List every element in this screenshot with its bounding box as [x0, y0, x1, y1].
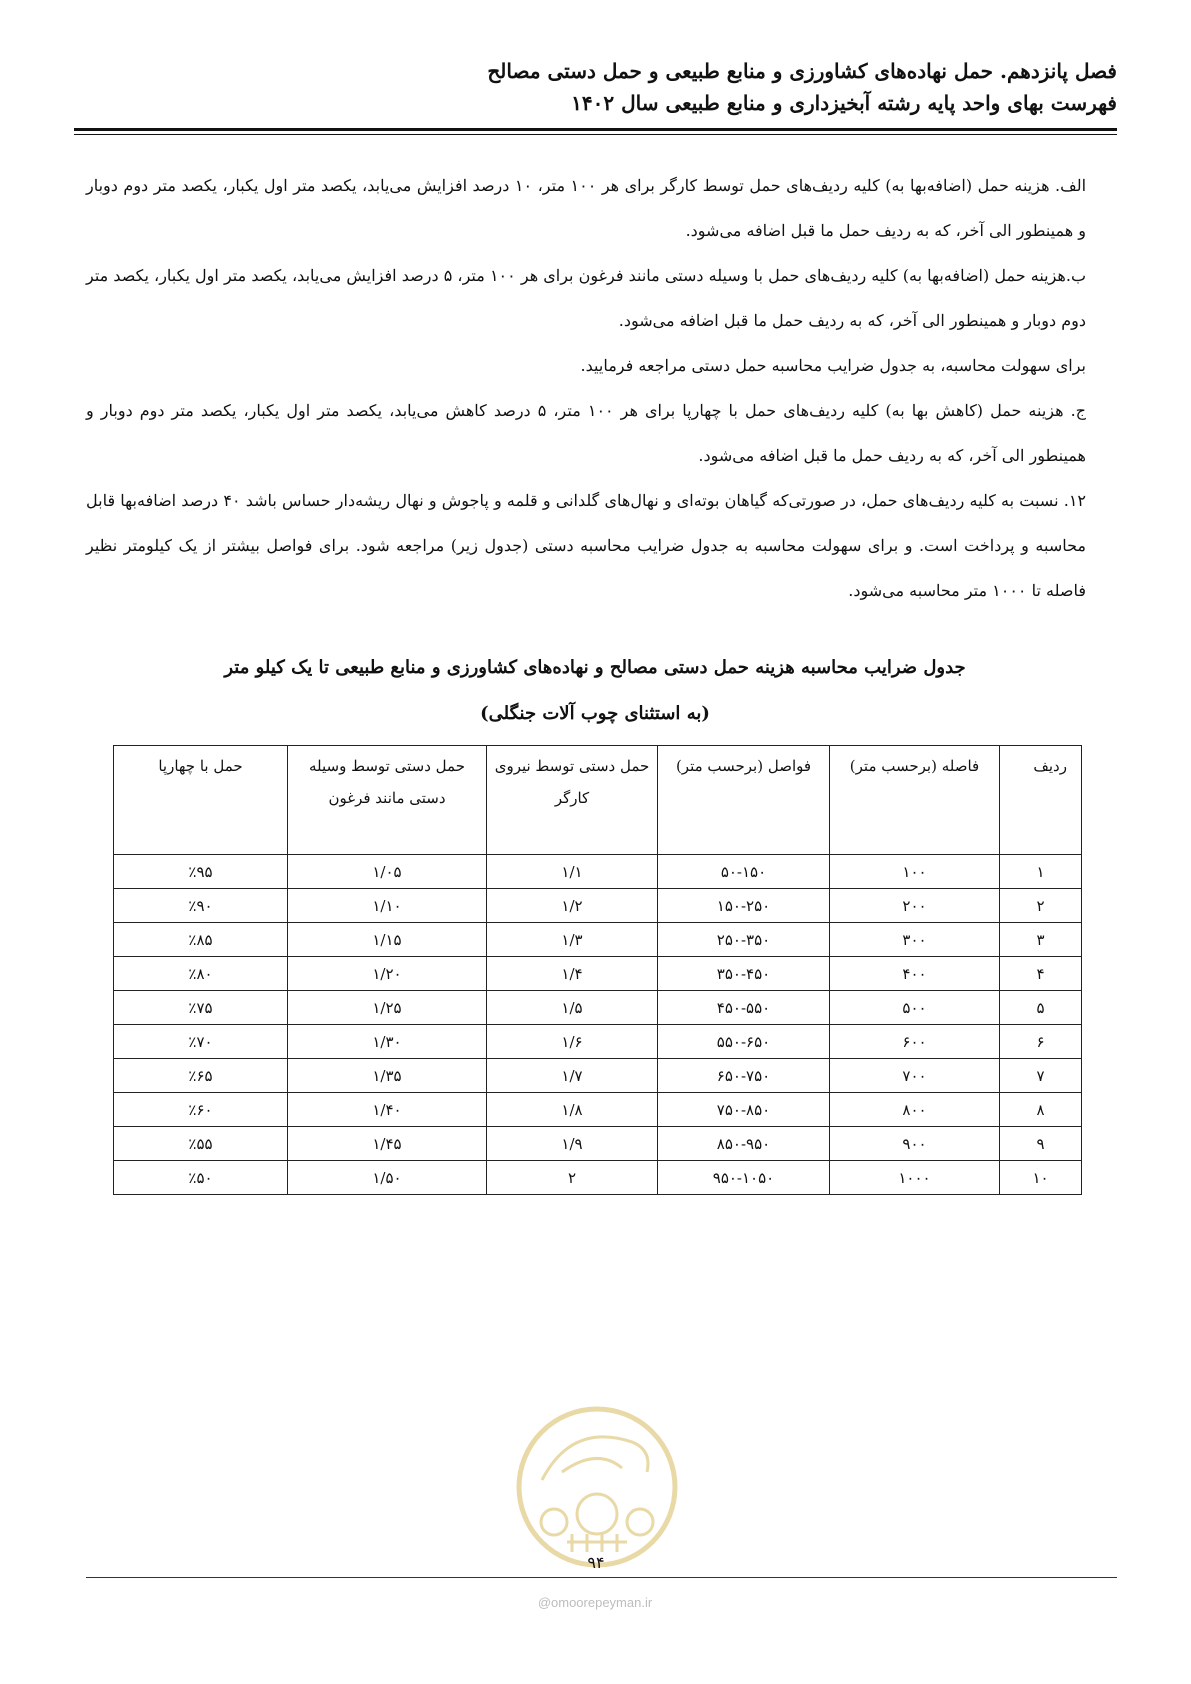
- cell-fargon: ۱/۱۰: [288, 889, 487, 923]
- cell-kargar: ۱/۳: [487, 923, 658, 957]
- header-fasele: فاصله (برحسب متر): [830, 746, 1000, 855]
- cell-charpa: ٪۶۰: [114, 1093, 288, 1127]
- cell-fargon: ۱/۵۰: [288, 1161, 487, 1195]
- cell-fasele: ۱۰۰۰: [830, 1161, 1000, 1195]
- body-text: [86, 163, 1086, 613]
- cell-kargar: ۱/۹: [487, 1127, 658, 1161]
- table-row: [114, 957, 1082, 991]
- header-rule-thick: [74, 128, 1117, 131]
- cell-radif: ۳: [1000, 923, 1082, 957]
- cell-favasel: ۶۵۰-۷۵۰: [658, 1059, 830, 1093]
- cell-fasele: ۵۰۰: [830, 991, 1000, 1025]
- table-row: [114, 855, 1082, 889]
- cell-radif: ۱۰: [1000, 1161, 1082, 1195]
- cell-kargar: ۱/۲: [487, 889, 658, 923]
- paragraph-12: ۱۲. نسبت به کلیه ردیف‌های حمل، در صورتی‌که گیاهان بوته‌ای و نهال‌های گلدانی و قلمه و پاجوش و نهال ریشه‌دار حساس باشد ۴۰ درصد اضافه‌بها قابل محاسبه و پرداخت است. و برای سهولت محاسبه به جدول ضرایب محاسبه دستی (جدول زیر) مراجعه شود. برای فواصل بیشتر از یک کیلومتر نظیر فاصله تا ۱۰۰۰ متر محاسبه می‌شود.: [86, 491, 1087, 600]
- cell-charpa: ٪۵۵: [114, 1127, 288, 1161]
- cell-kargar: ۲: [487, 1161, 658, 1195]
- cell-charpa: ٪۵۰: [114, 1161, 288, 1195]
- cell-kargar: ۱/۸: [487, 1093, 658, 1127]
- cell-kargar: ۱/۱: [487, 855, 658, 889]
- coefficients-table: [113, 745, 1082, 1195]
- cell-radif: ۸: [1000, 1093, 1082, 1127]
- table-row: [114, 1059, 1082, 1093]
- cell-favasel: ۳۵۰-۴۵۰: [658, 957, 830, 991]
- cell-favasel: ۲۵۰-۳۵۰: [658, 923, 830, 957]
- cell-favasel: ۸۵۰-۹۵۰: [658, 1127, 830, 1161]
- cell-kargar: ۱/۴: [487, 957, 658, 991]
- document-title: فهرست بهای واحد پایه رشته آبخیزداری و منابع طبیعی سال ۱۴۰۲: [571, 91, 1117, 115]
- cell-fargon: ۱/۰۵: [288, 855, 487, 889]
- table-row: [114, 1025, 1082, 1059]
- cell-charpa: ٪۶۵: [114, 1059, 288, 1093]
- cell-favasel: ۵۵۰-۶۵۰: [658, 1025, 830, 1059]
- cell-kargar: ۱/۷: [487, 1059, 658, 1093]
- table-row: [114, 1127, 1082, 1161]
- chapter-title: فصل پانزدهم. حمل نهاده‌های کشاورزی و منابع طبیعی و حمل دستی مصالح: [487, 59, 1117, 83]
- cell-radif: ۴: [1000, 957, 1082, 991]
- cell-fargon: ۱/۴۵: [288, 1127, 487, 1161]
- paragraph-be: ب.هزینه حمل (اضافه‌بها به) کلیه ردیف‌های حمل با وسیله دستی مانند فرغون برای هر ۱۰۰ متر، ۵ درصد افزایش می‌یابد، یکصد متر اول یکبار، یکصد متر دوم دوبار و همینطور الی آخر، که به ردیف حمل ما قبل اضافه می‌شود.: [86, 266, 1087, 330]
- table-row: [114, 1093, 1082, 1127]
- cell-favasel: ۵۰-۱۵۰: [658, 855, 830, 889]
- header-rule-thin: [74, 134, 1117, 135]
- header-fargon: حمل دستی توسط وسیله دستی مانند فرغون: [288, 746, 487, 855]
- paragraph-note: برای سهولت محاسبه، به جدول ضرایب محاسبه حمل دستی مراجعه فرمایید.: [580, 356, 1086, 375]
- header-radif: ردیف: [1000, 746, 1082, 855]
- paragraph-jim: ج. هزینه حمل (کاهش بها به) کلیه ردیف‌های حمل با چهارپا برای هر ۱۰۰ متر، ۵ درصد کاهش می‌یابد، یکصد متر اول یکبار، یکصد متر دوم دوبار و همینطور الی آخر، که به ردیف حمل ما قبل اضافه می‌شود.: [86, 401, 1087, 465]
- page-number: ۹۴: [587, 1553, 605, 1572]
- cell-radif: ۵: [1000, 991, 1082, 1025]
- cell-kargar: ۱/۵: [487, 991, 658, 1025]
- table-subtitle: (به استثنای چوب آلات جنگلی): [480, 703, 710, 724]
- table-header-row: [114, 746, 1082, 855]
- header-favasel: فواصل (برحسب متر): [658, 746, 830, 855]
- cell-fargon: ۱/۲۵: [288, 991, 487, 1025]
- cell-charpa: ٪۷۰: [114, 1025, 288, 1059]
- cell-radif: ۶: [1000, 1025, 1082, 1059]
- cell-fasele: ۴۰۰: [830, 957, 1000, 991]
- cell-kargar: ۱/۶: [487, 1025, 658, 1059]
- footer-brand: @omoorepeyman.ir: [537, 1595, 653, 1610]
- footer-rule: [86, 1577, 1117, 1578]
- page-header: [86, 55, 1117, 119]
- cell-fargon: ۱/۲۰: [288, 957, 487, 991]
- cell-radif: ۹: [1000, 1127, 1082, 1161]
- cell-fasele: ۸۰۰: [830, 1093, 1000, 1127]
- cell-radif: ۲: [1000, 889, 1082, 923]
- cell-fasele: ۱۰۰: [830, 855, 1000, 889]
- cell-fasele: ۲۰۰: [830, 889, 1000, 923]
- cell-favasel: ۹۵۰-۱۰۵۰: [658, 1161, 830, 1195]
- table-row: [114, 1161, 1082, 1195]
- cell-favasel: ۷۵۰-۸۵۰: [658, 1093, 830, 1127]
- cell-charpa: ٪۹۰: [114, 889, 288, 923]
- cell-fasele: ۶۰۰: [830, 1025, 1000, 1059]
- cell-fargon: ۱/۴۰: [288, 1093, 487, 1127]
- table-row: [114, 889, 1082, 923]
- cell-charpa: ٪۸۵: [114, 923, 288, 957]
- cell-fasele: ۹۰۰: [830, 1127, 1000, 1161]
- cell-fargon: ۱/۳۵: [288, 1059, 487, 1093]
- cell-radif: ۱: [1000, 855, 1082, 889]
- cell-favasel: ۱۵۰-۲۵۰: [658, 889, 830, 923]
- table-row: [114, 991, 1082, 1025]
- cell-favasel: ۴۵۰-۵۵۰: [658, 991, 830, 1025]
- cell-charpa: ٪۸۰: [114, 957, 288, 991]
- watermark-stamp-icon: [512, 1402, 682, 1572]
- cell-charpa: ٪۹۵: [114, 855, 288, 889]
- header-charpa: حمل با چهارپا: [114, 746, 288, 855]
- cell-fasele: ۷۰۰: [830, 1059, 1000, 1093]
- paragraph-alef: الف. هزینه حمل (اضافه‌بها به) کلیه ردیف‌های حمل توسط کارگر برای هر ۱۰۰ متر، ۱۰ درصد افزایش می‌یابد، یکصد متر اول یکبار، یکصد متر دوم دوبار و همینطور الی آخر، که به ردیف حمل ما قبل اضافه می‌شود.: [86, 176, 1087, 240]
- table-title: جدول ضرایب محاسبه هزینه حمل دستی مصالح و نهاده‌های کشاورزی و منابع طبیعی تا یک کیلو متر: [224, 657, 966, 678]
- cell-radif: ۷: [1000, 1059, 1082, 1093]
- cell-fargon: ۱/۳۰: [288, 1025, 487, 1059]
- cell-charpa: ٪۷۵: [114, 991, 288, 1025]
- header-kargar: حمل دستی توسط نیروی کارگر: [487, 746, 658, 855]
- cell-fasele: ۳۰۰: [830, 923, 1000, 957]
- cell-fargon: ۱/۱۵: [288, 923, 487, 957]
- table-row: [114, 923, 1082, 957]
